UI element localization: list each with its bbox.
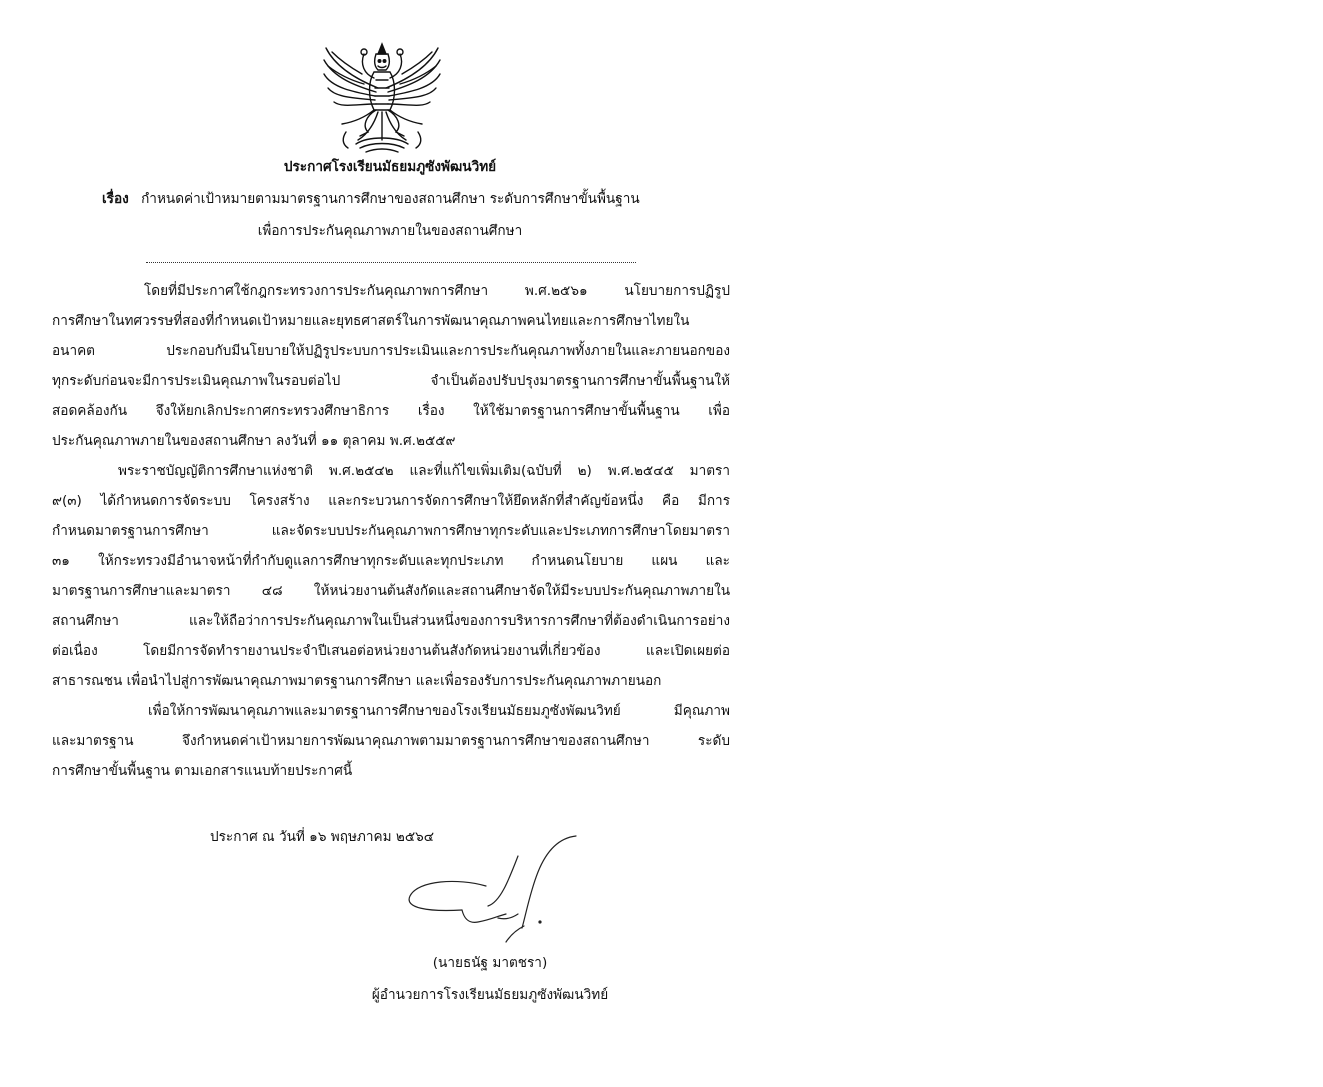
paragraph-line: การศึกษาขั้นพื้นฐาน ตามเอกสารแนบท้ายประกาศนี้ [52,763,353,779]
paragraph-line: ทุกระดับก่อนจะมีการประเมินคุณภาพในรอบต่อไป จำเป็นต้องปรับปรุงมาตรฐานการศึกษาขั้นพื้นฐานให้ [52,373,730,389]
dotted-divider [146,256,636,263]
paragraph-2 [52,456,730,696]
paragraph-line: สถานศึกษา และให้ถือว่าการประกันคุณภาพในเป็นส่วนหนึ่งของการบริหารการศึกษาที่ต้องดำเนินการอย่าง [52,613,730,629]
paragraph-line: อนาคต ประกอบกับมีนโยบายให้ปฏิรูประบบการประเมินและการประกันคุณภาพทั้งภายในและภายนอกของ [52,343,730,359]
paragraph-line: ประกันคุณภาพภายในของสถานศึกษา ลงวันที่ ๑๑ ตุลาคม พ.ศ.๒๕๕๙ [52,433,456,449]
paragraph-line: ต่อเนื่อง โดยมีการจัดทำรายงานประจำปีเสนอต่อหน่วยงานต้นสังกัดหน่วยงานที่เกี่ยวข้อง และเปิดเผยต่อ [52,643,730,659]
paragraph-line: เพื่อให้การพัฒนาคุณภาพและมาตรฐานการศึกษาของโรงเรียนมัธยมภูซังพัฒนวิทย์ มีคุณภาพ [148,703,730,719]
paragraph-line: มาตรฐานการศึกษาและมาตรา ๔๘ ให้หน่วยงานต้นสังกัดและสถานศึกษาจัดให้มีระบบประกันคุณภาพภายใน [52,583,730,599]
paragraph-line: พระราชบัญญัติการศึกษาแห่งชาติ พ.ศ.๒๕๔๒ และที่แก้ไขเพิ่มเติม(ฉบับที่ ๒) พ.ศ.๒๕๔๕ มาตรา [118,463,730,479]
signer-name: (นายธนัฐ มาตชรา) [432,955,548,971]
paragraph-line: โดยที่มีประกาศใช้กฎกระทรวงการประกันคุณภาพการศึกษา พ.ศ.๒๕๖๑ นโยบายการปฏิรูป [144,283,730,299]
garuda-emblem [318,40,446,158]
paragraph-1 [52,276,730,456]
subject-label: เรื่อง [102,191,129,207]
paragraph-line: สาธารณชน เพื่อนำไปสู่การพัฒนาคุณภาพมาตรฐานการศึกษา และเพื่อรองรับการประกันคุณภาพภายนอก [52,673,662,689]
paragraph-line: กำหนดมาตรฐานการศึกษา และจัดระบบประกันคุณภาพการศึกษาทุกระดับและประเภทการศึกษาโดยมาตรา [52,523,730,539]
announcement-date: ประกาศ ณ วันที่ ๑๖ พฤษภาคม ๒๕๖๔ [210,829,435,845]
paragraph-line: การศึกษาในทศวรรษที่สองที่กำหนดเป้าหมายและยุทธศาสตร์ในการพัฒนาคุณภาพคนไทยและการศึกษาไทยใน [52,313,690,329]
paragraph-line: ๙(๓) ได้กำหนดการจัดระบบ โครงสร้าง และกระบวนการจัดการศึกษาให้ยึดหลักที่สำคัญข้อหนึ่ง คือ มีการ [52,493,730,509]
subject-text: กำหนดค่าเป้าหมายตามมาตรฐานการศึกษาของสถานศึกษา ระดับการศึกษาขั้นพื้นฐาน [141,191,640,207]
signer-position: ผู้อำนวยการโรงเรียนมัธยมภูซังพัฒนวิทย์ [371,987,609,1003]
announcement-title: ประกาศโรงเรียนมัธยมภูซังพัฒนวิทย์ [283,159,497,175]
subject-line [102,190,640,208]
signature-image [398,832,580,950]
paragraph-line: ๓๑ ให้กระทรวงมีอำนาจหน้าที่กำกับดูแลการศึกษาทุกระดับและทุกประเภท กำหนดนโยบาย แผน และ [52,553,730,569]
paragraph-3 [52,696,730,786]
subject-line-2: เพื่อการประกันคุณภาพภายในของสถานศึกษา [257,223,523,239]
paragraph-line: และมาตรฐาน จึงกำหนดค่าเป้าหมายการพัฒนาคุณภาพตามมาตรฐานการศึกษาของสถานศึกษา ระดับ [52,733,730,749]
paragraph-line: สอดคล้องกัน จึงให้ยกเลิกประกาศกระทรวงศึกษาธิการ เรื่อง ให้ใช้มาตรฐานการศึกษาขั้นพื้นฐาน เพื่อ [52,403,730,419]
